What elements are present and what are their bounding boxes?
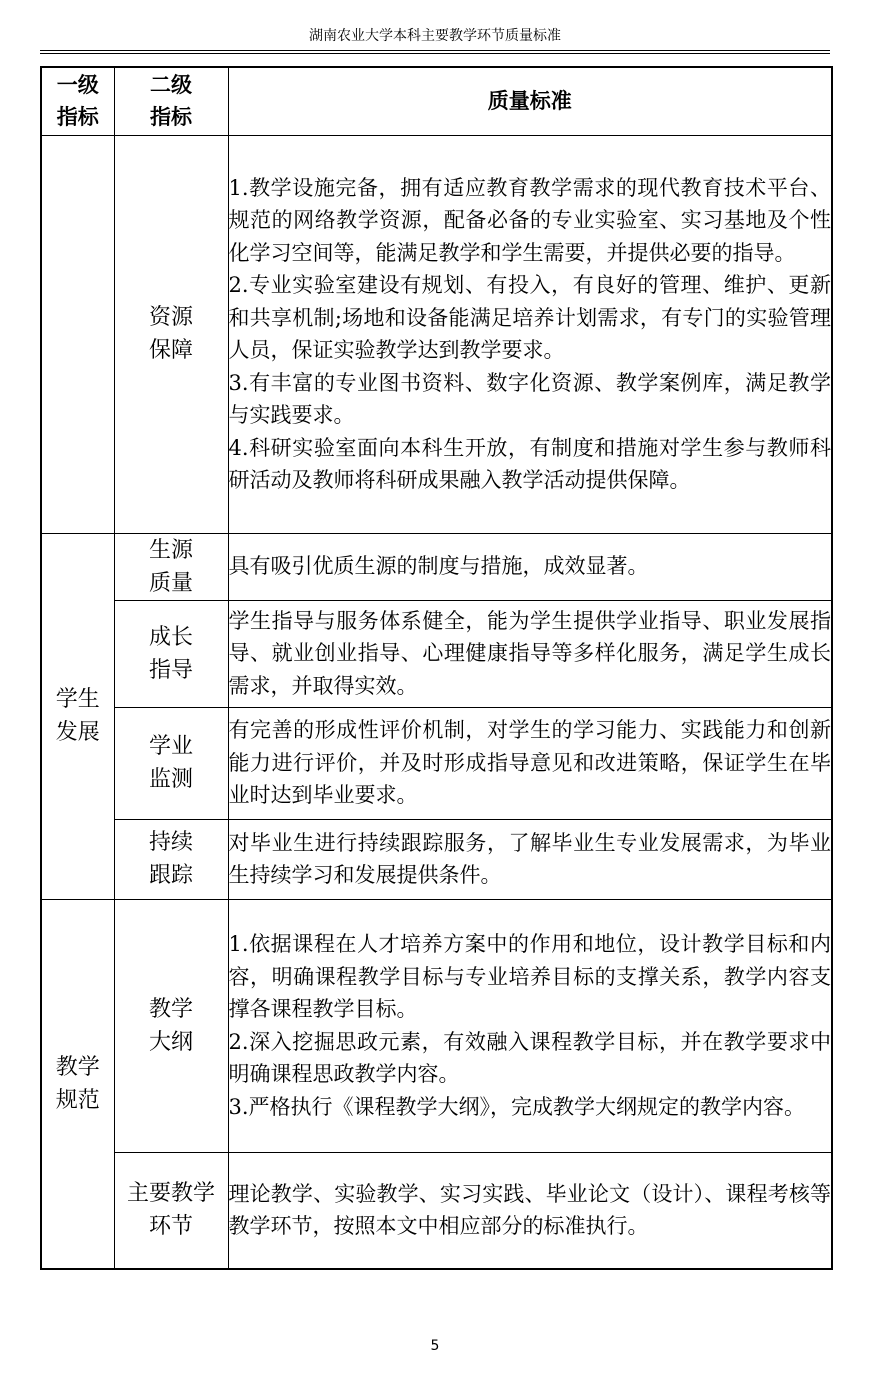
level2-cell: 持续跟踪 [114,819,228,899]
quality-standards-table [40,66,833,1270]
level1-cell: 学生发展 [41,533,114,899]
standard-paragraph: 3.有丰富的专业图书资料、数字化资源、教学案例库，满足教学与实践要求。 [228,370,831,427]
header-level1: 一级指标 [41,67,114,135]
standard-paragraph: 对毕业生进行持续跟踪服务，了解毕业生专业发展需求，为毕业生持续学习和发展提供条件。 [228,830,831,887]
standard-cell [228,600,832,707]
level2-cell: 资源保障 [114,135,228,533]
table-row [41,533,832,600]
table-header-row [41,67,832,135]
table-row [41,600,832,707]
table-row [41,135,832,533]
page-header: 湖南农业大学本科主要教学环节质量标准 [309,28,561,44]
standard-paragraph: 具有吸引优质生源的制度与措施，成效显著。 [228,554,649,579]
table-row [41,707,832,819]
standard-paragraph: 4.科研实验室面向本科生开放，有制度和措施对学生参与教师科研活动及教师将科研成果融入教学活动提供保障。 [228,435,831,492]
standard-cell [228,1152,832,1269]
level2-cell: 生源质量 [114,533,228,600]
level2-cell: 教学大纲 [114,899,228,1152]
standard-cell [228,707,832,819]
standard-paragraph: 有完善的形成性评价机制，对学生的学习能力、实践能力和创新能力进行评价，并及时形成指导意见和改进策略，保证学生在毕业时达到毕业要求。 [228,718,831,808]
level1-cell: 教学规范 [41,899,114,1269]
standard-paragraph: 1.教学设施完备，拥有适应教育教学需求的现代教育技术平台、规范的网络教学资源，配备必备的专业实验室、实习基地及个性化学习空间等，能满足教学和学生需要，并提供必要的指导。 [228,175,831,265]
standard-paragraph: 3.严格执行《课程教学大纲》，完成教学大纲规定的教学内容。 [228,1094,806,1119]
table-row [41,819,832,899]
standard-cell [228,899,832,1152]
standard-paragraph: 学生指导与服务体系健全，能为学生提供学业指导、职业发展指导、就业创业指导、心理健康指导等多样化服务，满足学生成长需求，并取得实效。 [228,608,831,698]
standard-paragraph: 1.依据课程在人才培养方案中的作用和地位，设计教学目标和内容，明确课程教学目标与专业培养目标的支撑关系，教学内容支撑各课程教学目标。 [228,932,831,1021]
table-row [41,899,832,1152]
table-row [41,1152,832,1269]
header-standard: 质量标准 [228,67,832,135]
standard-paragraph: 2.深入挖掘思政元素，有效融入课程教学目标，并在教学要求中明确课程思政教学内容。 [228,1029,831,1086]
level2-cell: 成长指导 [114,600,228,707]
level2-cell: 学业监测 [114,707,228,819]
standard-paragraph: 2.专业实验室建设有规划、有投入，有良好的管理、维护、更新和共享机制;场地和设备能满足培养计划需求，有专门的实验管理人员，保证实验教学达到教学要求。 [228,273,831,362]
level2-cell: 主要教学环节 [114,1152,228,1269]
standard-paragraph: 理论教学、实验教学、实习实践、毕业论文（设计）、课程考核等教学环节，按照本文中相应部分的标准执行。 [228,1181,831,1239]
standard-cell [228,135,832,533]
level1-cell-empty [41,135,114,533]
standard-cell [228,819,832,899]
standard-cell [228,533,832,600]
header-level2: 二级指标 [114,67,228,135]
header-rule [40,50,830,54]
page-number: 5 [430,1338,440,1354]
